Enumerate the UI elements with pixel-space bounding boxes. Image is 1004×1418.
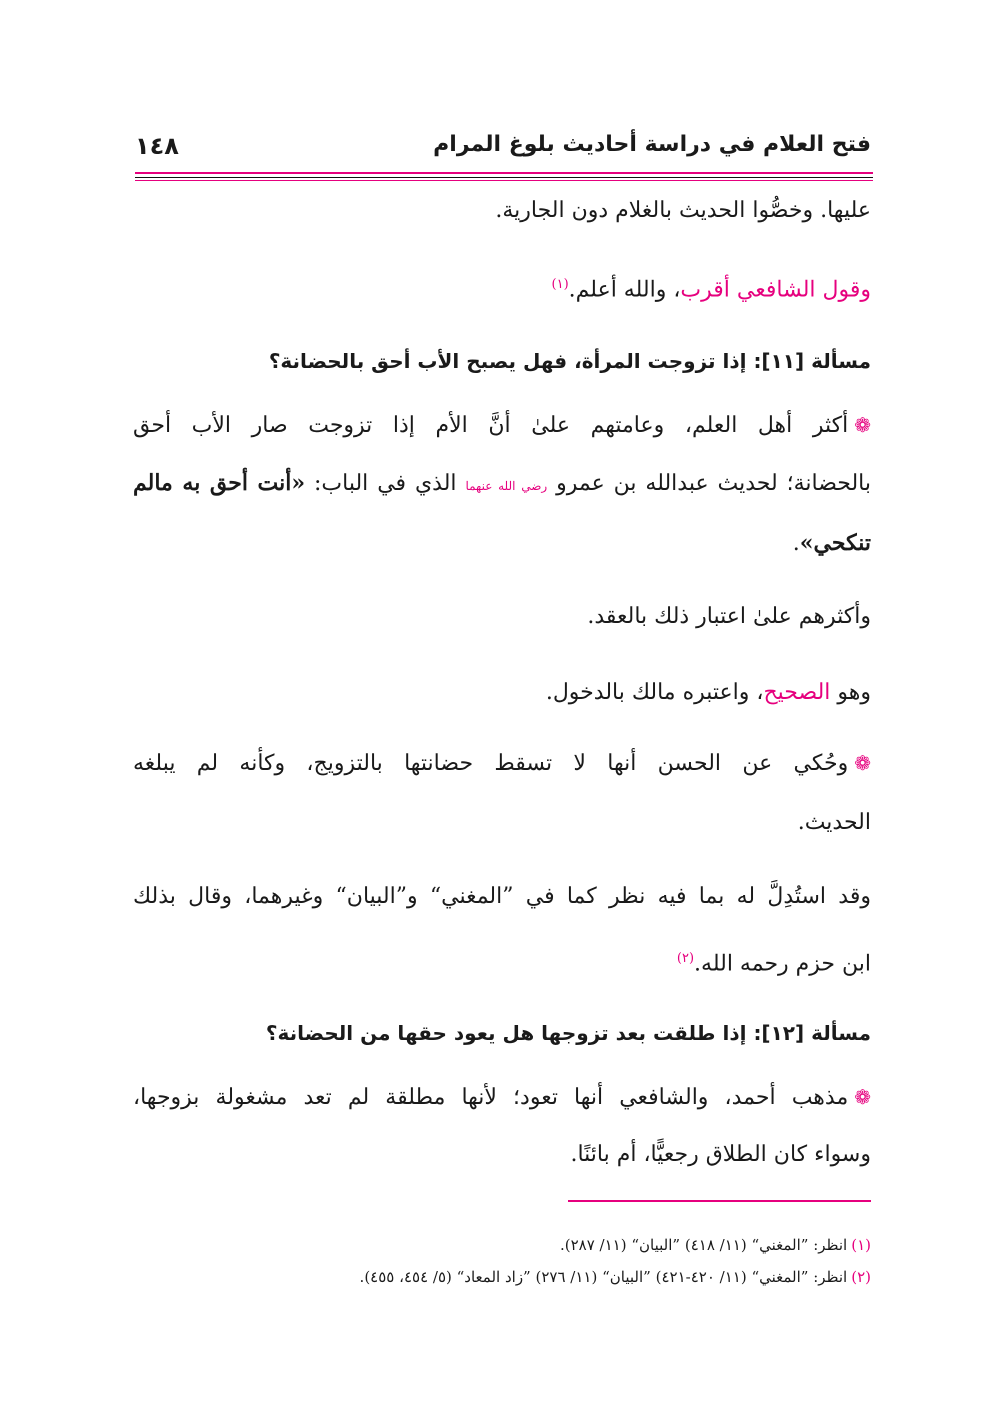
paragraph-text: ، والله أعلم. xyxy=(568,277,681,303)
paragraph-text: عليها. وخصُّوا الحديث بالغلام دون الجارية. xyxy=(495,198,871,223)
paragraph-text: أكثر أهل العلم، وعامتهم علىٰ أنَّ الأم إذا تزوجت صار الأب أحق xyxy=(133,413,849,438)
paragraph-text: وسواء كان الطلاق رجعيًّا، أم بائنًا. xyxy=(570,1142,871,1167)
text-line xyxy=(133,746,871,781)
paragraph-text: وحُكي عن الحسن أنها لا تسقط حضانتها بالتزويج، وكأنه لم يبلغه xyxy=(133,751,849,776)
header-rule-black xyxy=(135,177,873,178)
paragraph-text: وقد استُدِلَّ له بما فيه نظر كما في ”المغني“ و”البيان“ وغيرهما، وقال بذلك xyxy=(133,884,871,909)
paragraph-text: وهو xyxy=(837,680,871,705)
paragraph-text: مذهب أحمد، والشافعي أنها تعود؛ لأنها مطلقة لم تعد مشغولة بزوجها، xyxy=(133,1085,849,1110)
text-line xyxy=(133,408,871,443)
issue-heading xyxy=(266,1016,871,1050)
footnote-number: (٢) xyxy=(851,1268,871,1286)
issue-question: إذا تزوجت المرأة، فهل يصبح الأب أحق بالحضانة؟ xyxy=(268,349,747,373)
text-line xyxy=(587,600,871,634)
text-line xyxy=(677,942,871,981)
issue-label: مسألة [١١]: xyxy=(753,349,871,373)
running-header xyxy=(135,132,871,168)
paragraph-text: ، واعتبره مالك بالدخول. xyxy=(545,680,764,705)
text-line xyxy=(133,1080,871,1115)
text-line xyxy=(546,676,871,710)
flower-bullet-icon: ❁ xyxy=(854,1085,872,1109)
hadith-quote: تنكحي» xyxy=(799,530,871,556)
hadith-quote: «أنت أحق به مالم xyxy=(133,470,306,496)
flower-bullet-icon: ❁ xyxy=(854,413,871,437)
header-rule-pink xyxy=(135,172,873,174)
honorific-text: رضي الله عنهما xyxy=(465,479,548,493)
text-line xyxy=(798,806,871,840)
paragraph-text: بالحضانة؛ لحديث عبدالله بن عمرو xyxy=(556,471,872,496)
footnote-ref: (٢) xyxy=(676,951,695,966)
text-line xyxy=(793,526,871,561)
highlighted-text: وقول الشافعي أقرب xyxy=(680,277,871,303)
issue-heading xyxy=(269,344,871,378)
footnote-number: (١) xyxy=(851,1236,871,1254)
footnote-separator xyxy=(568,1200,871,1202)
footnote xyxy=(560,1234,871,1256)
issue-question: إذا طلقت بعد تزوجها هل يعود حقها من الحضانة؟ xyxy=(265,1021,747,1045)
issue-label: مسألة [١٢]: xyxy=(753,1021,871,1045)
text-line xyxy=(133,880,871,914)
page-number: ١٤٨ xyxy=(135,132,179,160)
paragraph-text: . xyxy=(792,531,800,556)
paragraph-text: ابن حزم رحمه الله. xyxy=(694,951,871,977)
footnote-text: انظر: ”المغني“ (١١/ ٤١٨) ”البيان“ (١١/ ٢٨٧). xyxy=(559,1236,848,1254)
paragraph-text: الذي في الباب: xyxy=(314,471,457,496)
flower-bullet-icon: ❁ xyxy=(854,751,871,775)
highlighted-text: الصحيح xyxy=(763,680,831,705)
footnote xyxy=(360,1266,871,1288)
paragraph-text: الحديث. xyxy=(797,810,871,835)
book-title: فتح العلام في دراسة أحاديث بلوغ المرام xyxy=(433,132,871,157)
text-line xyxy=(133,466,871,503)
text-line xyxy=(495,194,871,228)
text-line xyxy=(552,268,871,307)
paragraph-text: وأكثرهم علىٰ اعتبار ذلك بالعقد. xyxy=(587,604,871,629)
footnote-ref: (١) xyxy=(551,277,569,292)
header-rule-pink-thin xyxy=(135,180,873,181)
text-line xyxy=(570,1138,871,1172)
footnote-text: انظر: ”المغني“ (١١/ ٤٢٠-٤٢١) ”البيان“ (١١/ ٢٧٦) ”زاد المعاد“ (٥/ ٤٥٤، ٤٥٥). xyxy=(359,1268,848,1286)
